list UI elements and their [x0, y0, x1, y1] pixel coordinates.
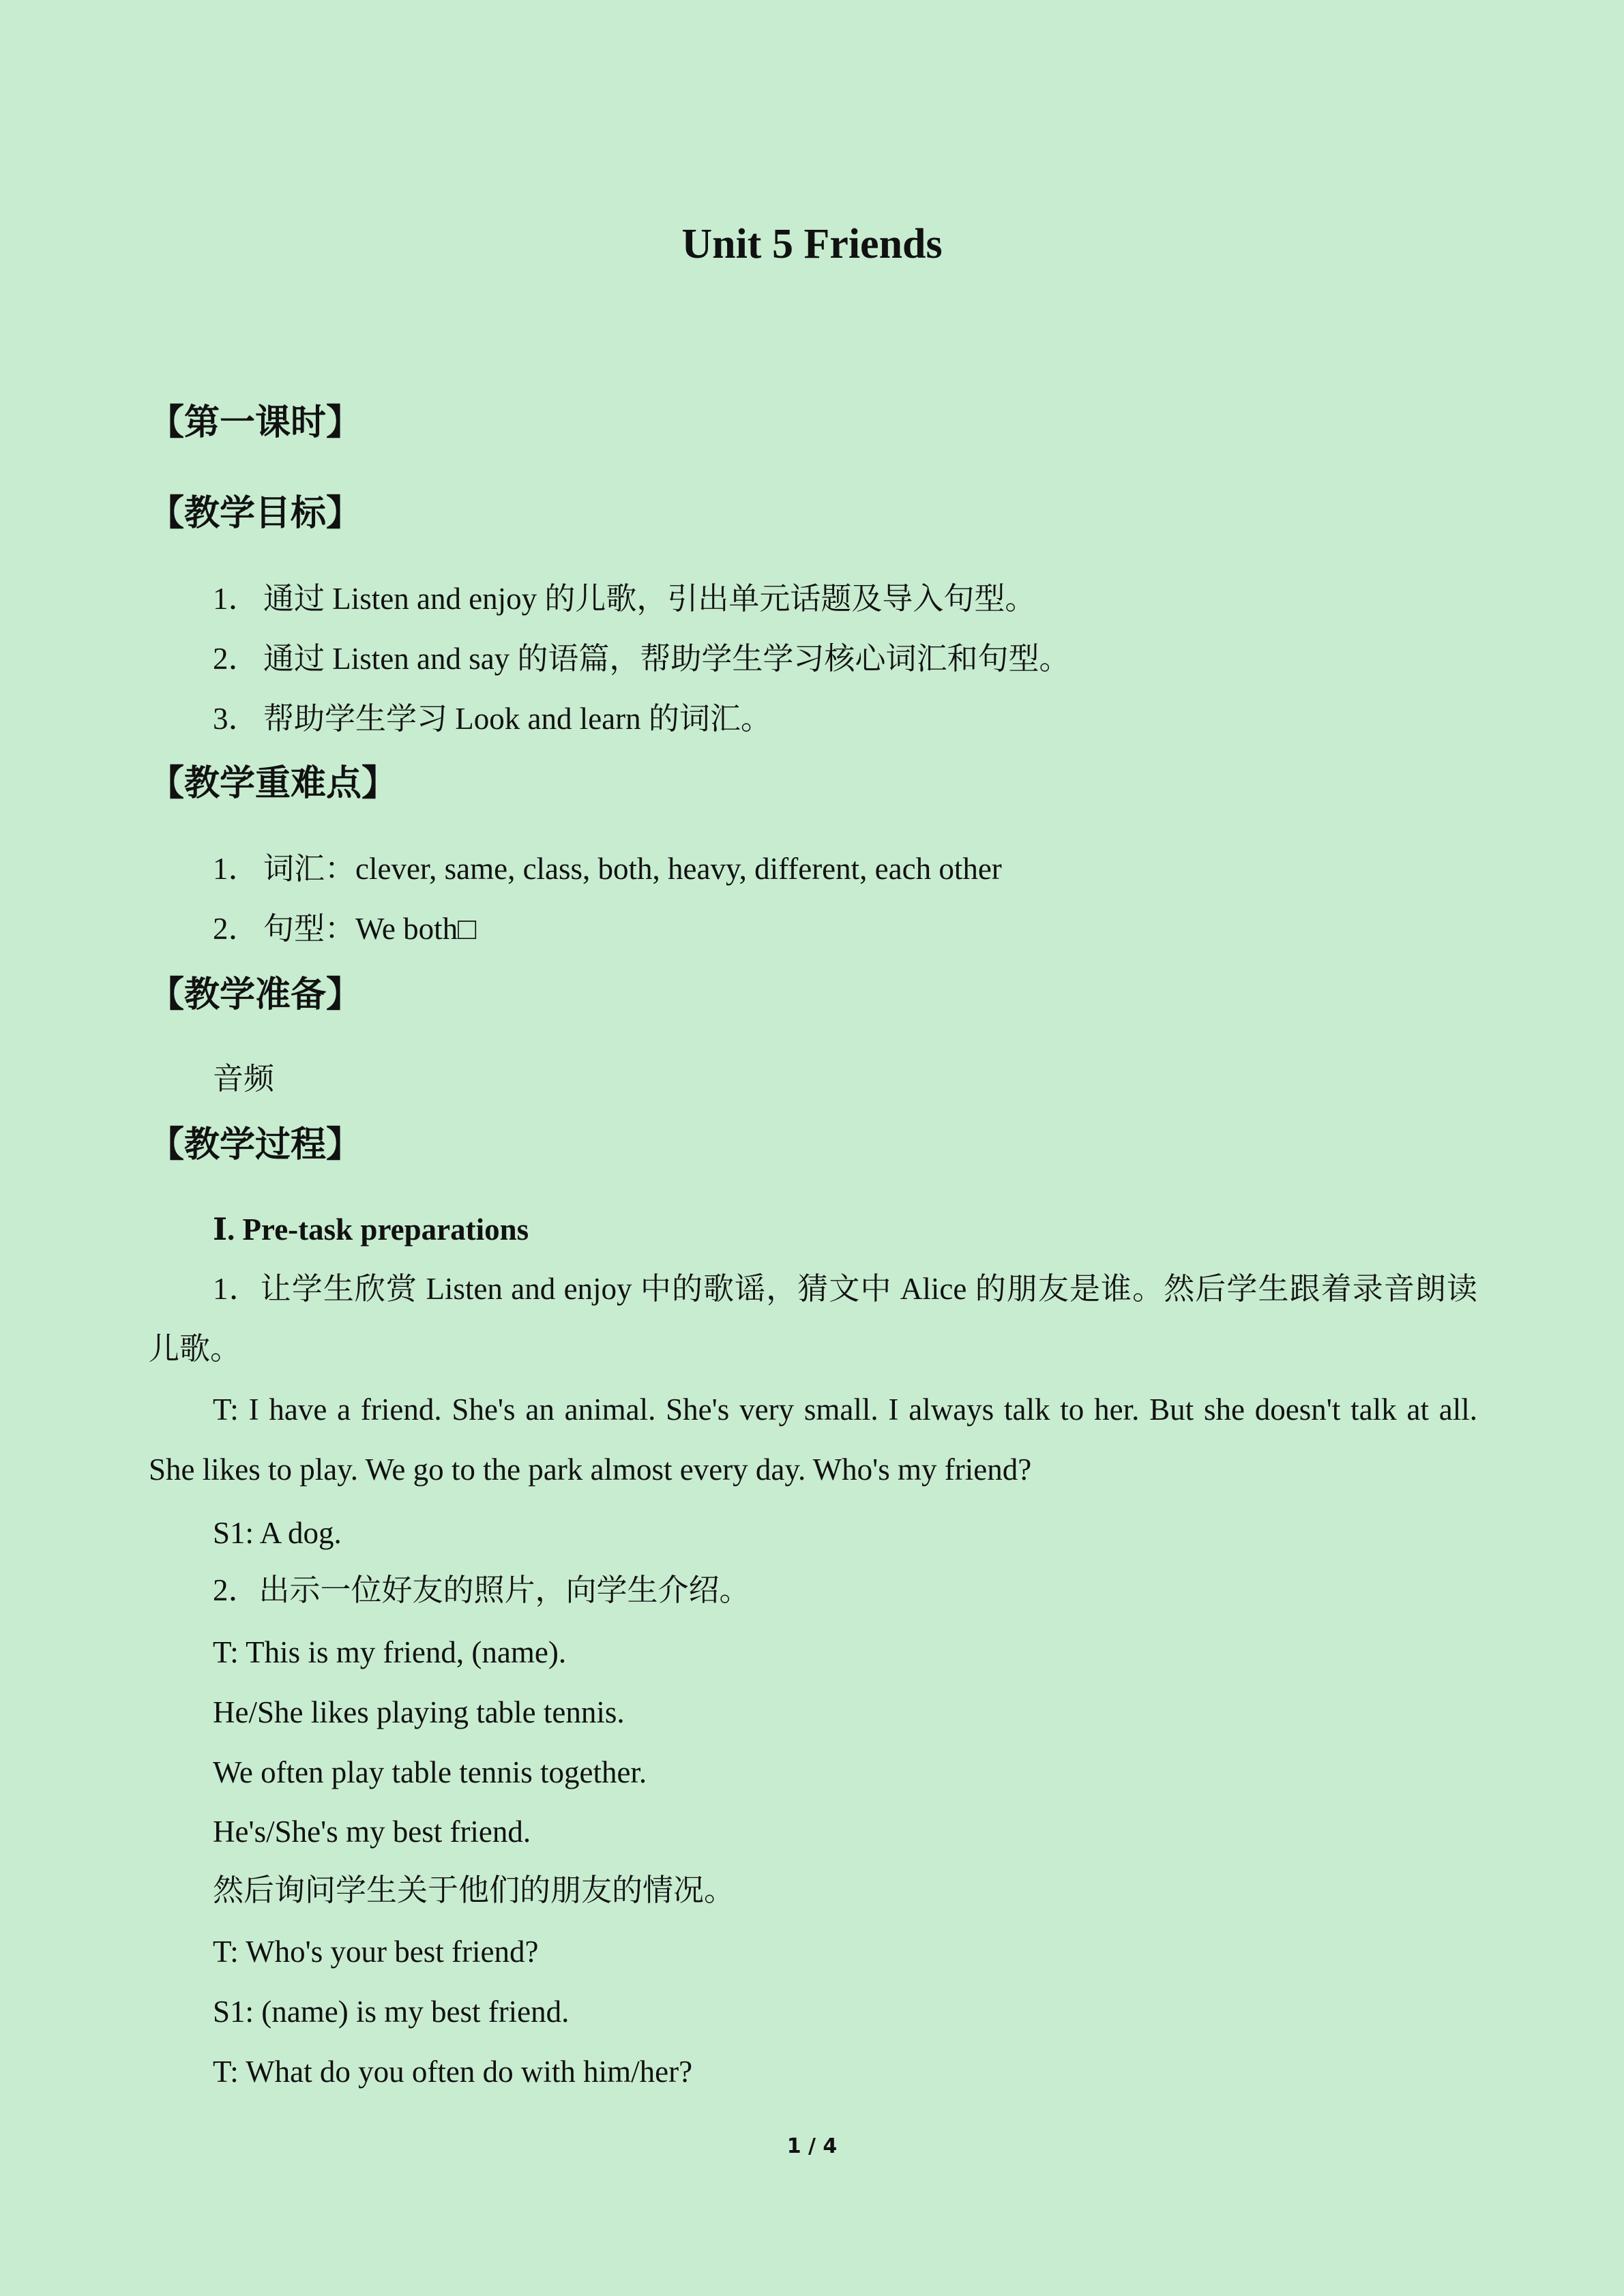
process-step-2: 2．出示一位好友的照片，向学生介绍。	[213, 1573, 750, 1607]
process-subheading: Ⅰ. Pre-task preparations	[213, 1212, 529, 1247]
heading-process: 【教学过程】	[149, 1124, 362, 1165]
objective-number: 2．	[213, 642, 259, 676]
instruction-text: 然后询问学生关于他们的朋友的情况。	[213, 1873, 735, 1907]
heading-key-points: 【教学重难点】	[149, 763, 398, 804]
objective-item	[213, 698, 771, 739]
objective-number: 1．	[213, 582, 259, 616]
objective-text: 帮助学生学习 Look and learn 的词汇。	[263, 702, 771, 736]
teacher-question: T: Who's your best friend?	[213, 1935, 539, 1969]
teacher-line: He/She likes playing table tennis.	[213, 1695, 625, 1729]
teacher-dialogue-1: T: I have a friend. She's an animal. She's very small. I always talk to her. But she doesn't talk at all. She likes to play. We go to the park almost every day. Who's my friend?	[149, 1392, 1477, 1487]
teacher-question: T: What do you often do with him/her?	[213, 2055, 693, 2089]
key-point-item	[213, 848, 1002, 889]
key-point-item	[213, 908, 476, 949]
objective-text: 通过 Listen and say 的语篇，帮助学生学习核心词汇和句型。	[263, 642, 1070, 676]
objective-item	[213, 578, 1035, 619]
key-point-number: 1．	[213, 852, 259, 886]
teacher-line: He's/She's my best friend.	[213, 1815, 531, 1849]
student-answer: S1: (name) is my best friend.	[213, 1995, 570, 2029]
page-number: 1 / 4	[786, 2134, 838, 2158]
objective-number: 3．	[213, 702, 259, 736]
teacher-line: T: This is my friend, (name).	[213, 1635, 567, 1669]
objective-item	[213, 638, 1069, 679]
process-step-1: 1．让学生欣赏 Listen and enjoy 中的歌谣，猜文中 Alice 的朋友是谁。然后学生跟着录音朗读儿歌。	[149, 1272, 1477, 1366]
teacher-line: We often play table tennis together.	[213, 1755, 647, 1789]
heading-preparation: 【教学准备】	[149, 974, 362, 1015]
key-point-text: 词汇：clever, same, class, both, heavy, different, each other	[263, 852, 1002, 886]
key-point-text: 句型：We both□	[263, 912, 477, 946]
heading-objectives: 【教学目标】	[149, 493, 362, 534]
heading-lesson: 【第一课时】	[149, 402, 362, 443]
document-title: Unit 5 Friends	[681, 221, 943, 267]
preparation-text: 音频	[213, 1062, 275, 1096]
student-dialogue-1: S1: A dog.	[213, 1516, 342, 1550]
objective-text: 通过 Listen and enjoy 的儿歌，引出单元话题及导入句型。	[263, 582, 1036, 616]
key-point-number: 2．	[213, 912, 259, 946]
